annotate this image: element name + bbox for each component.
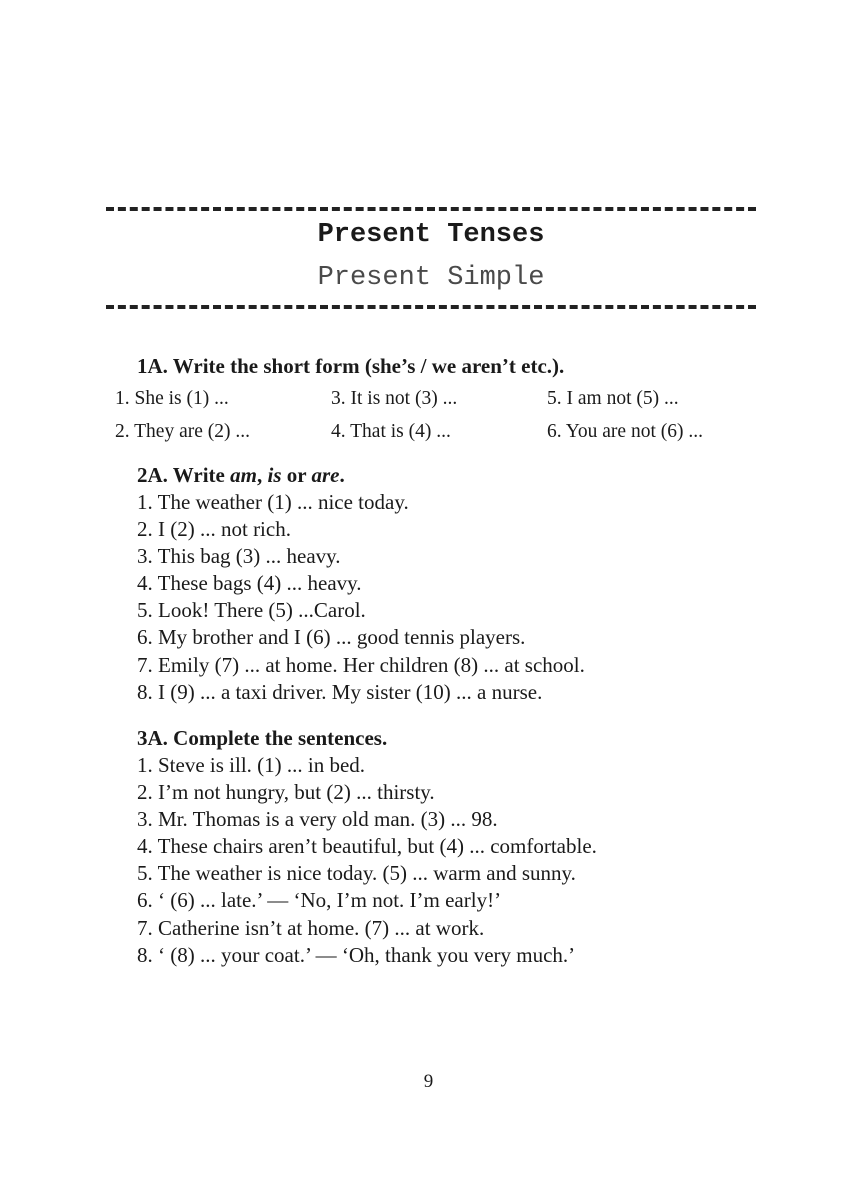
exercise-1a-item: 1. She is (1) ... bbox=[115, 388, 229, 409]
exercise-2a-heading-are: are bbox=[311, 463, 340, 487]
exercise-3a-heading: 3A. Complete the sentences. bbox=[137, 726, 388, 750]
exercise-2a-item: 3. This bag (3) ... heavy. bbox=[137, 544, 341, 569]
exercise-3a-item: 1. Steve is ill. (1) ... in bed. bbox=[137, 753, 366, 777]
section-title: Present Tenses bbox=[317, 220, 545, 250]
exercise-1a-heading: 1A. Write the short form (she’s / we aren’t etc.). bbox=[137, 354, 565, 378]
bottom-dashed-divider bbox=[106, 305, 756, 309]
page-number: 9 bbox=[423, 1071, 434, 1092]
exercise-1a-item: 4. That is (4) ... bbox=[331, 421, 451, 442]
exercise-3a-item: 7. Catherine isn’t at home. (7) ... at work. bbox=[137, 915, 485, 940]
exercise-2a-heading-end: . bbox=[339, 463, 345, 487]
exercise-2a-heading-or: or bbox=[281, 463, 312, 487]
exercise-3a-item: 4. These chairs aren’t beautiful, but (4) ... comfortable. bbox=[137, 834, 597, 859]
exercise-2a-item: 8. I (9) ... a taxi driver. My sister (10) ... a nurse. bbox=[137, 679, 543, 704]
exercise-3a-item: 8. ‘ (8) ... your coat.’ — ‘Oh, thank you very much.’ bbox=[137, 942, 576, 967]
exercise-2a-heading-prefix: 2A. Write bbox=[137, 463, 231, 487]
exercise-1a-item: 6. You are not (6) ... bbox=[547, 421, 703, 442]
exercise-2a-heading-separator: , bbox=[256, 463, 268, 487]
exercise-2a-item: 4. These bags (4) ... heavy. bbox=[137, 571, 362, 596]
exercise-2a-item: 5. Look! There (5) ...Carol. bbox=[137, 598, 366, 623]
exercise-1a-item: 5. I am not (5) ... bbox=[547, 388, 679, 409]
exercise-3a-list bbox=[137, 752, 597, 969]
exercise-1a-item: 3. It is not (3) ... bbox=[331, 388, 458, 409]
exercise-3a-item: 5. The weather is nice today. (5) ... warm and sunny. bbox=[137, 861, 576, 886]
exercise-2a-item: 7. Emily (7) ... at home. Her children (8) ... at school. bbox=[137, 652, 585, 677]
exercise-2a-item: 6. My brother and I (6) ... good tennis players. bbox=[137, 625, 526, 650]
exercise-2a-item: 2. I (2) ... not rich. bbox=[137, 517, 291, 542]
exercise-1a-item: 2. They are (2) ... bbox=[115, 421, 251, 442]
exercise-2a-item: 1. The weather (1) ... nice today. bbox=[137, 490, 409, 514]
exercise-2a-heading-am: am bbox=[230, 463, 257, 487]
exercise-2a-heading-is: is bbox=[267, 463, 282, 487]
exercise-3a-item: 2. I’m not hungry, but (2) ... thirsty. bbox=[137, 780, 435, 805]
exercise-3a-item: 6. ‘ (6) ... late.’ — ‘No, I’m not. I’m early!’ bbox=[137, 888, 502, 913]
exercise-3a-item: 3. Mr. Thomas is a very old man. (3) ... 98. bbox=[137, 807, 498, 832]
top-dashed-divider bbox=[106, 207, 756, 211]
section-subtitle: Present Simple bbox=[317, 263, 545, 293]
exercise-2a-list bbox=[137, 489, 585, 706]
exercise-2a-heading bbox=[137, 463, 345, 488]
